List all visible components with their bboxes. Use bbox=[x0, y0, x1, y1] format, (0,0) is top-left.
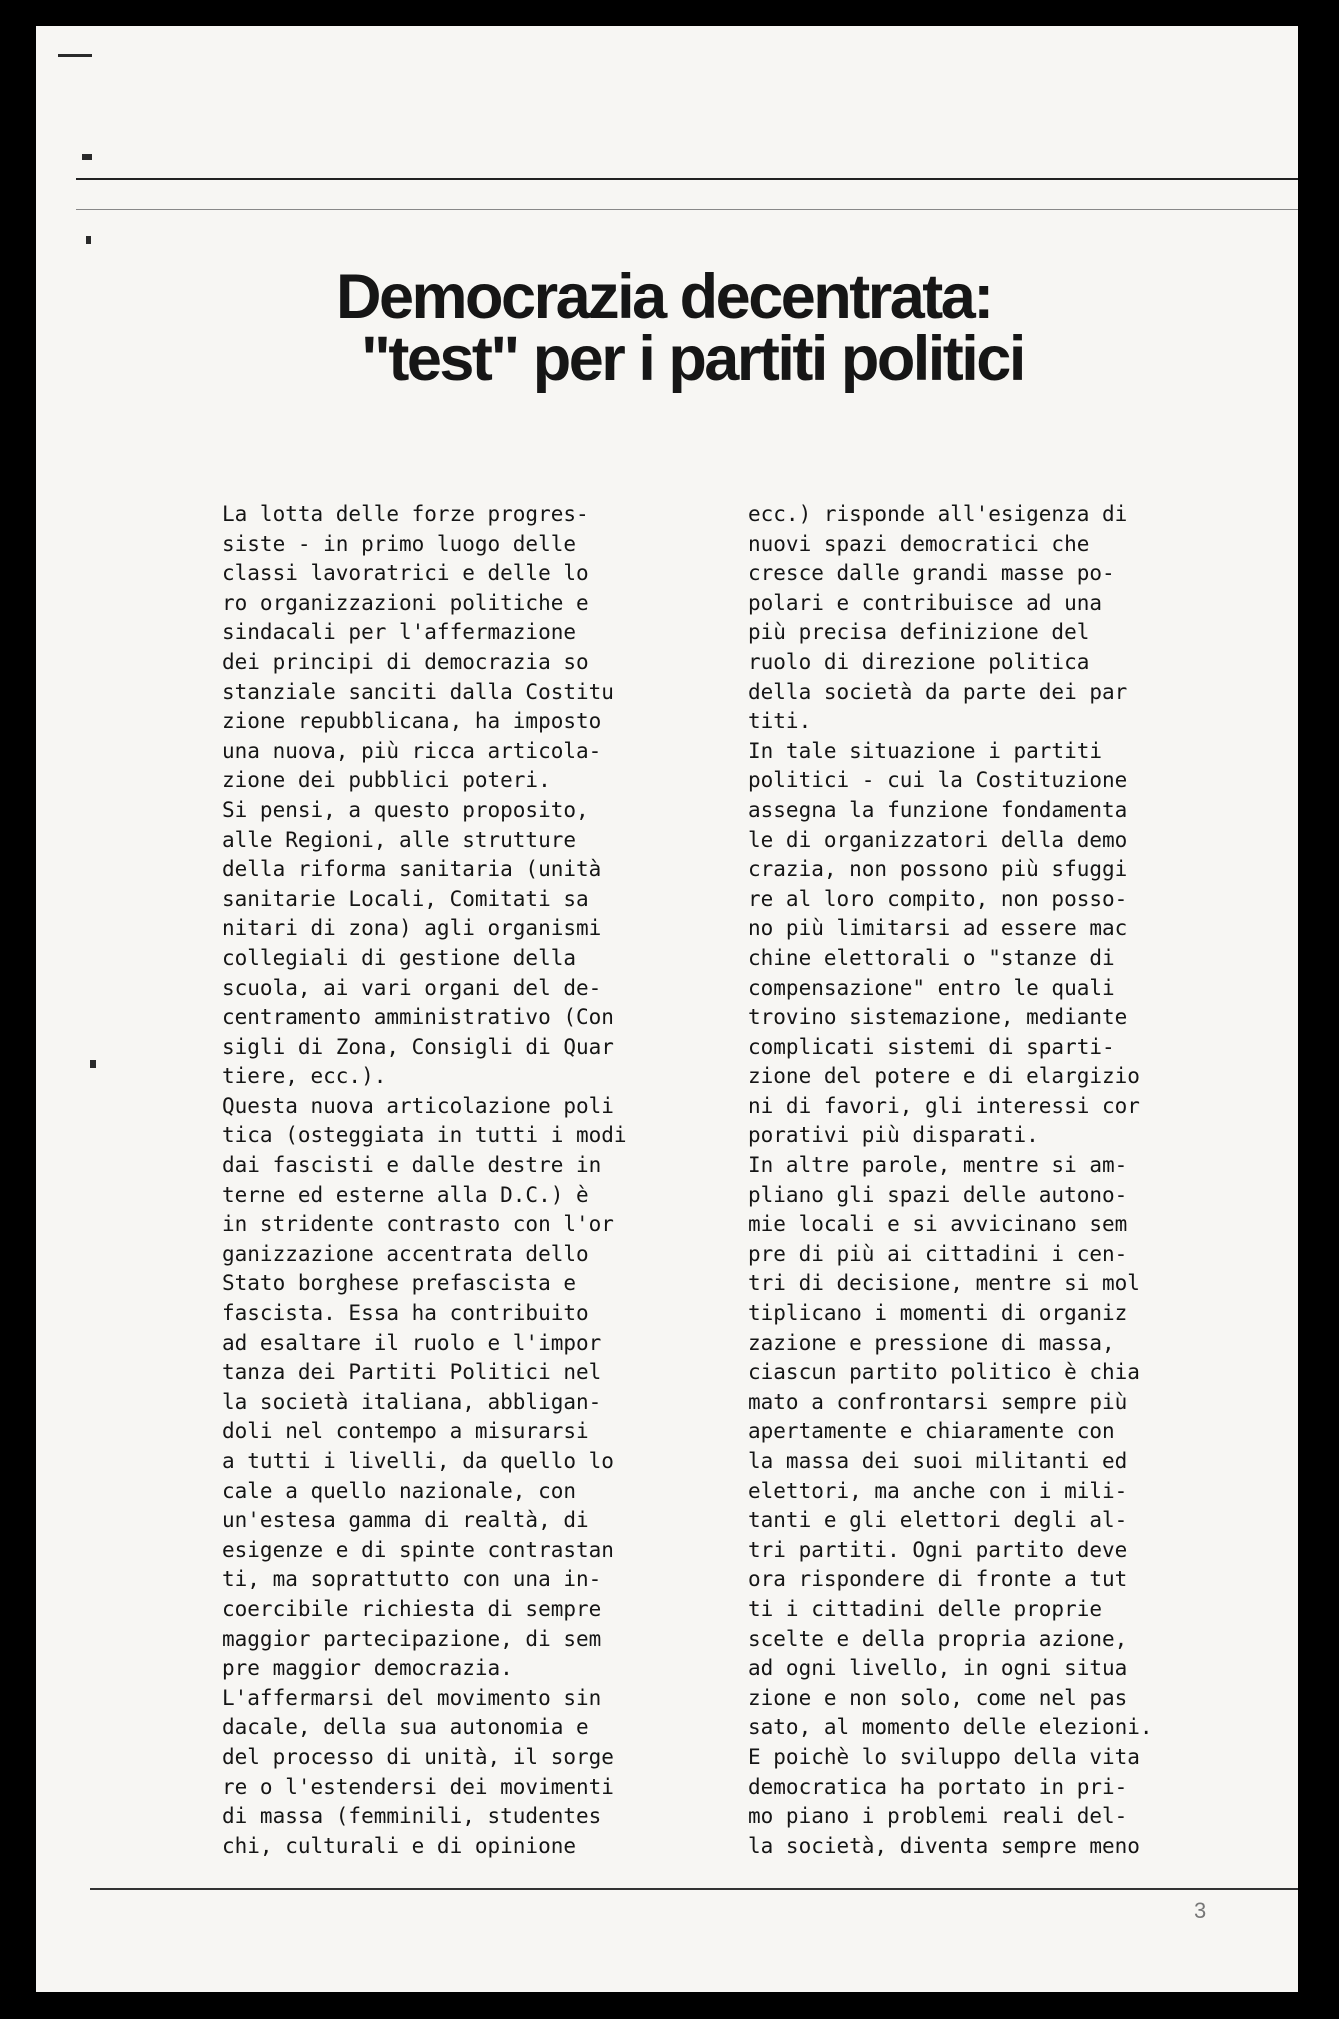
text-line: mato a confrontarsi sempre più bbox=[748, 1389, 1128, 1414]
text-line: L'affermarsi del movimento sin bbox=[222, 1685, 602, 1710]
text-line: ruolo di direzione politica bbox=[748, 649, 1090, 674]
text-line: mo piano i problemi reali del- bbox=[748, 1804, 1128, 1829]
text-line: fascista. Essa ha contribuito bbox=[222, 1301, 589, 1326]
text-line: assegna la funzione fondamenta bbox=[748, 797, 1128, 822]
text-line: elettori, ma anche con i mili- bbox=[748, 1478, 1128, 1503]
text-line: zione dei pubblici poteri. bbox=[222, 768, 551, 793]
headline-line-2: "test" per i partiti politici bbox=[361, 324, 1024, 394]
text-line: terne ed esterne alla D.C.) è bbox=[222, 1182, 589, 1207]
text-line: chine elettorali o "stanze di bbox=[748, 945, 1115, 970]
text-line: di massa (femminili, studentes bbox=[222, 1804, 602, 1829]
text-line: porativi più disparati. bbox=[748, 1123, 1039, 1148]
text-line: polari e contribuisce ad una bbox=[748, 590, 1103, 615]
headline-line-1: Democrazia decentrata: bbox=[336, 262, 992, 332]
text-line: ciascun partito politico è chia bbox=[748, 1360, 1140, 1385]
text-line: tri di decisione, mentre si mol bbox=[748, 1271, 1140, 1296]
text-line: politici - cui la Costituzione bbox=[748, 768, 1128, 793]
text-line: dai fascisti e dalle destre in bbox=[222, 1153, 602, 1178]
text-line: E poichè lo sviluppo della vita bbox=[748, 1744, 1140, 1769]
text-line: cale a quello nazionale, con bbox=[222, 1478, 577, 1503]
scan-mark bbox=[58, 54, 92, 57]
text-line: più precisa definizione del bbox=[748, 620, 1090, 645]
text-line: re al loro compito, non posso- bbox=[748, 886, 1128, 911]
text-line: doli nel contempo a misurarsi bbox=[222, 1419, 589, 1444]
text-line: dei principi di democrazia so bbox=[222, 649, 589, 674]
text-line: tica (osteggiata in tutti i modi bbox=[222, 1123, 627, 1148]
text-line: stanziale sanciti dalla Costitu bbox=[222, 679, 614, 704]
text-line: le di organizzatori della demo bbox=[748, 827, 1128, 852]
text-line: la massa dei suoi militanti ed bbox=[748, 1449, 1128, 1473]
header-rule-thin bbox=[76, 209, 1298, 210]
text-line: in stridente contrasto con l'or bbox=[222, 1212, 614, 1237]
text-line: tanza dei Partiti Politici nel bbox=[222, 1360, 602, 1385]
text-line: classi lavoratrici e delle lo bbox=[222, 561, 589, 586]
text-line: ti, ma soprattutto con una in- bbox=[222, 1567, 602, 1592]
text-line: cresce dalle grandi masse po- bbox=[748, 561, 1115, 586]
right-column bbox=[748, 500, 1248, 1861]
text-line: una nuova, più ricca articola- bbox=[222, 738, 602, 763]
text-line: nuovi spazi democratici che bbox=[748, 531, 1090, 556]
text-line: sindacali per l'affermazione bbox=[222, 620, 577, 645]
text-line: zione e non solo, come nel pas bbox=[748, 1685, 1128, 1710]
page-number: 3 bbox=[1194, 1898, 1207, 1923]
text-line: zazione e pressione di massa, bbox=[748, 1330, 1115, 1355]
text-line: pliano gli spazi delle autono- bbox=[748, 1182, 1128, 1207]
text-line: democratica ha portato in pri- bbox=[748, 1774, 1128, 1799]
text-line: della società da parte dei par bbox=[748, 679, 1128, 704]
text-line: titi. bbox=[748, 709, 812, 734]
text-line: la società, diventa sempre meno bbox=[748, 1833, 1140, 1858]
text-line: zione del potere e di elargizio bbox=[748, 1064, 1140, 1089]
text-line: centramento amministrativo (Con bbox=[222, 1005, 614, 1030]
text-line: sato, al momento delle elezioni. bbox=[748, 1715, 1153, 1740]
text-line: complicati sistemi di sparti- bbox=[748, 1034, 1115, 1059]
text-line: trovino sistemazione, mediante bbox=[748, 1005, 1128, 1030]
text-line: zione repubblicana, ha imposto bbox=[222, 709, 602, 734]
header-rule bbox=[76, 178, 1298, 180]
text-line: tiplicano i momenti di organiz bbox=[748, 1301, 1128, 1326]
text-line: apertamente e chiaramente con bbox=[748, 1419, 1115, 1444]
text-line: scuola, ai vari organi del de- bbox=[222, 975, 602, 1000]
text-line: ad esaltare il ruolo e l'impor bbox=[222, 1330, 602, 1355]
text-line: della riforma sanitaria (unità bbox=[222, 857, 602, 882]
text-line: un'estesa gamma di realtà, di bbox=[222, 1508, 589, 1533]
scan-mark bbox=[90, 1060, 96, 1068]
text-line: alle Regioni, alle strutture bbox=[222, 827, 577, 852]
text-line: ecc.) risponde all'esigenza di bbox=[748, 502, 1128, 526]
text-line: In altre parole, mentre si am- bbox=[748, 1153, 1128, 1178]
text-line: dacale, della sua autonomia e bbox=[222, 1715, 589, 1740]
text-line: crazia, non possono più sfuggi bbox=[748, 857, 1128, 882]
text-line: ti i cittadini delle proprie bbox=[748, 1596, 1103, 1621]
text-line: esigenze e di spinte contrastan bbox=[222, 1537, 614, 1562]
text-line: sanitarie Locali, Comitati sa bbox=[222, 886, 589, 911]
article-headline bbox=[336, 262, 1246, 394]
text-line: tiere, ecc.). bbox=[222, 1064, 387, 1089]
scanned-page bbox=[36, 26, 1298, 1992]
text-line: tri partiti. Ogni partito deve bbox=[748, 1537, 1128, 1562]
text-line: re o l'estendersi dei movimenti bbox=[222, 1774, 614, 1799]
text-line: ora rispondere di fronte a tut bbox=[748, 1567, 1128, 1592]
text-line: ad ogni livello, in ogni situa bbox=[748, 1656, 1128, 1681]
text-line: del processo di unità, il sorge bbox=[222, 1744, 614, 1769]
text-line: sigli di Zona, Consigli di Quar bbox=[222, 1034, 614, 1059]
text-line: pre maggior democrazia. bbox=[222, 1656, 513, 1681]
text-line: maggior partecipazione, di sem bbox=[222, 1626, 602, 1651]
scan-mark bbox=[86, 236, 91, 244]
text-line: a tutti i livelli, da quello lo bbox=[222, 1449, 614, 1473]
text-line: mie locali e si avvicinano sem bbox=[748, 1212, 1128, 1237]
text-line: In tale situazione i partiti bbox=[748, 738, 1103, 763]
text-line: ro organizzazioni politiche e bbox=[222, 590, 589, 615]
text-line: Si pensi, a questo proposito, bbox=[222, 797, 589, 822]
text-line: no più limitarsi ad essere mac bbox=[748, 916, 1128, 941]
text-line: tanti e gli elettori degli al- bbox=[748, 1508, 1128, 1533]
text-line: chi, culturali e di opinione bbox=[222, 1833, 577, 1858]
text-line: siste - in primo luogo delle bbox=[222, 531, 577, 556]
text-line: collegiali di gestione della bbox=[222, 945, 577, 970]
text-line: scelte e della propria azione, bbox=[748, 1626, 1128, 1651]
text-line: Stato borghese prefascista e bbox=[222, 1271, 577, 1296]
text-line: la società italiana, abbligan- bbox=[222, 1389, 602, 1414]
text-line: Questa nuova articolazione poli bbox=[222, 1093, 614, 1118]
text-line: ni di favori, gli interessi cor bbox=[748, 1093, 1140, 1118]
scan-mark bbox=[82, 154, 92, 160]
text-line: ganizzazione accentrata dello bbox=[222, 1241, 589, 1266]
text-line: compensazione" entro le quali bbox=[748, 975, 1115, 1000]
left-column bbox=[222, 500, 722, 1861]
text-line: nitari di zona) agli organismi bbox=[222, 916, 602, 941]
text-line: pre di più ai cittadini i cen- bbox=[748, 1241, 1128, 1266]
text-line: La lotta delle forze progres- bbox=[222, 502, 589, 526]
text-line: coercibile richiesta di sempre bbox=[222, 1596, 602, 1621]
footer-rule bbox=[90, 1888, 1298, 1890]
